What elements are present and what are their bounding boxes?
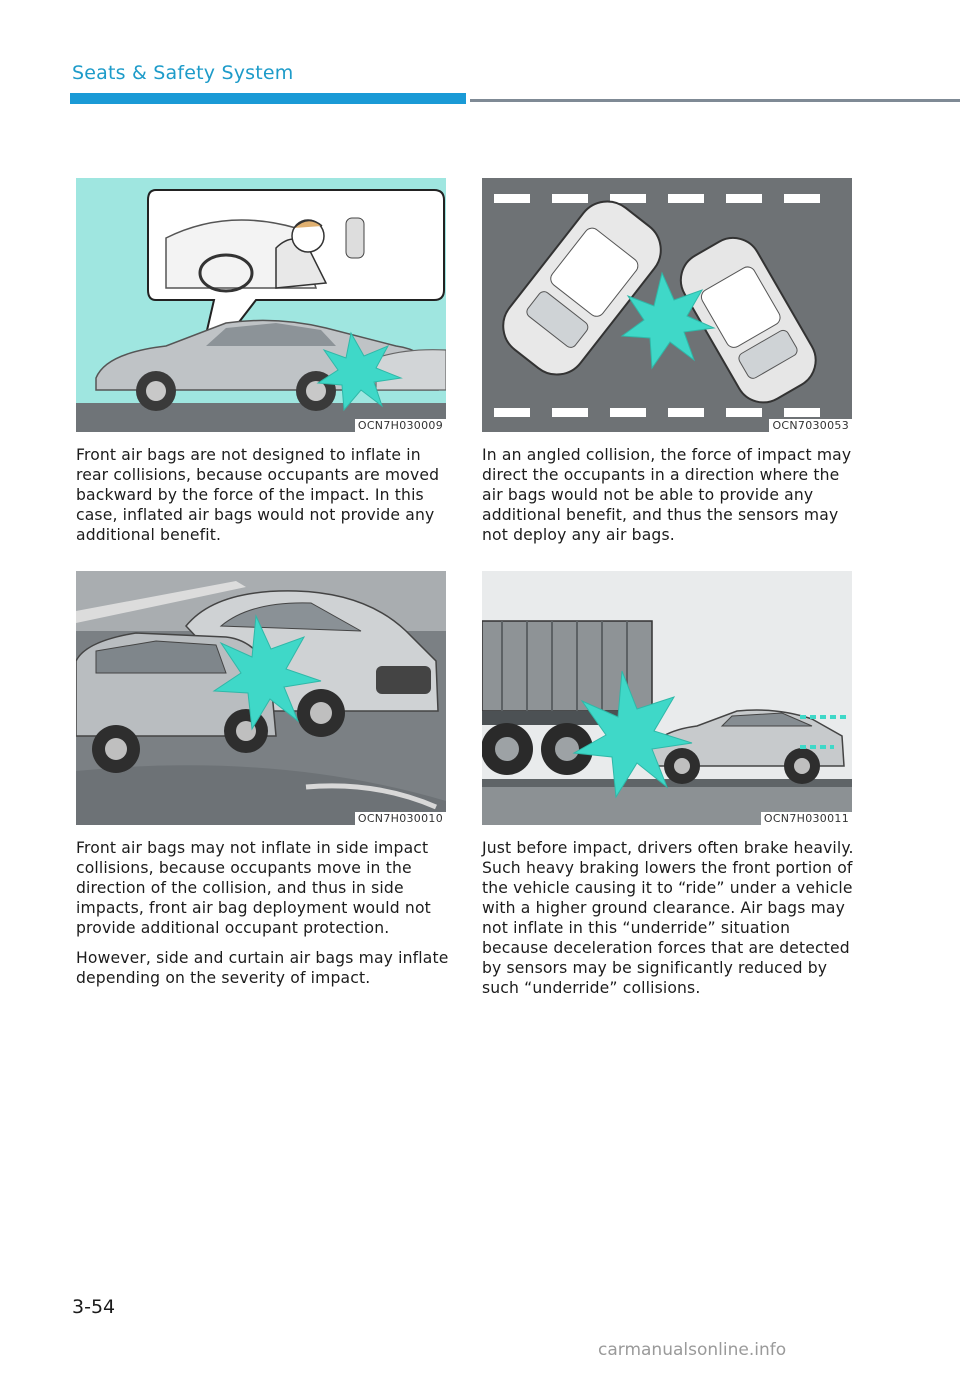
section-title: Seats & Safety System (72, 62, 294, 84)
caption-angled-collision (482, 445, 857, 555)
header-accent-bar (70, 93, 466, 104)
figure-code: OCN7030053 (769, 419, 852, 432)
header-rule (470, 99, 960, 102)
caption-underride-collision (482, 838, 857, 1008)
figure-side-impact (76, 571, 446, 825)
caption-side-impact (76, 838, 451, 998)
paragraph: However, side and curtain air bags may inflate depending on the severity of impact. (76, 949, 449, 987)
figure-code: OCN7H030009 (355, 419, 446, 432)
caption-rear-collision (76, 445, 451, 555)
paragraph: In an angled collision, the force of impact may direct the occupants in a direction where the air bags would not be able to provide any additional benefit, and thus the sensors may not deploy any air bags. (482, 446, 852, 544)
underride-collision-illustration (482, 571, 852, 825)
side-impact-illustration (76, 571, 446, 825)
figure-underride-collision (482, 571, 852, 825)
paragraph: Front air bags may not inflate in side impact collisions, because occupants move in the direction of the collision, and thus in side impacts, front air bag deployment would not provide additional occupant protection. (76, 839, 431, 937)
figure-code: OCN7H030010 (355, 812, 446, 825)
figure-rear-collision (76, 178, 446, 432)
rear-collision-illustration (76, 178, 446, 432)
paragraph: Just before impact, drivers often brake heavily. Such heavy braking lowers the front portion of the vehicle causing it to “ride” under a vehicle with a higher ground clearance. Air bags may not inflate in this “underride” situation because deceleration forces that are detected by sensors may be significantly reduced by such “underride” collisions. (482, 839, 854, 997)
page-number: 3-54 (72, 1296, 116, 1318)
figure-angled-collision (482, 178, 852, 432)
watermark-text: carmanualsonline.info (598, 1340, 787, 1360)
angled-collision-illustration (482, 178, 852, 432)
figure-code: OCN7H030011 (761, 812, 852, 825)
paragraph: Front air bags are not designed to inflate in rear collisions, because occupants are moved backward by the force of the impact. In this case, inflated air bags would not provide any additional benefit. (76, 446, 440, 544)
